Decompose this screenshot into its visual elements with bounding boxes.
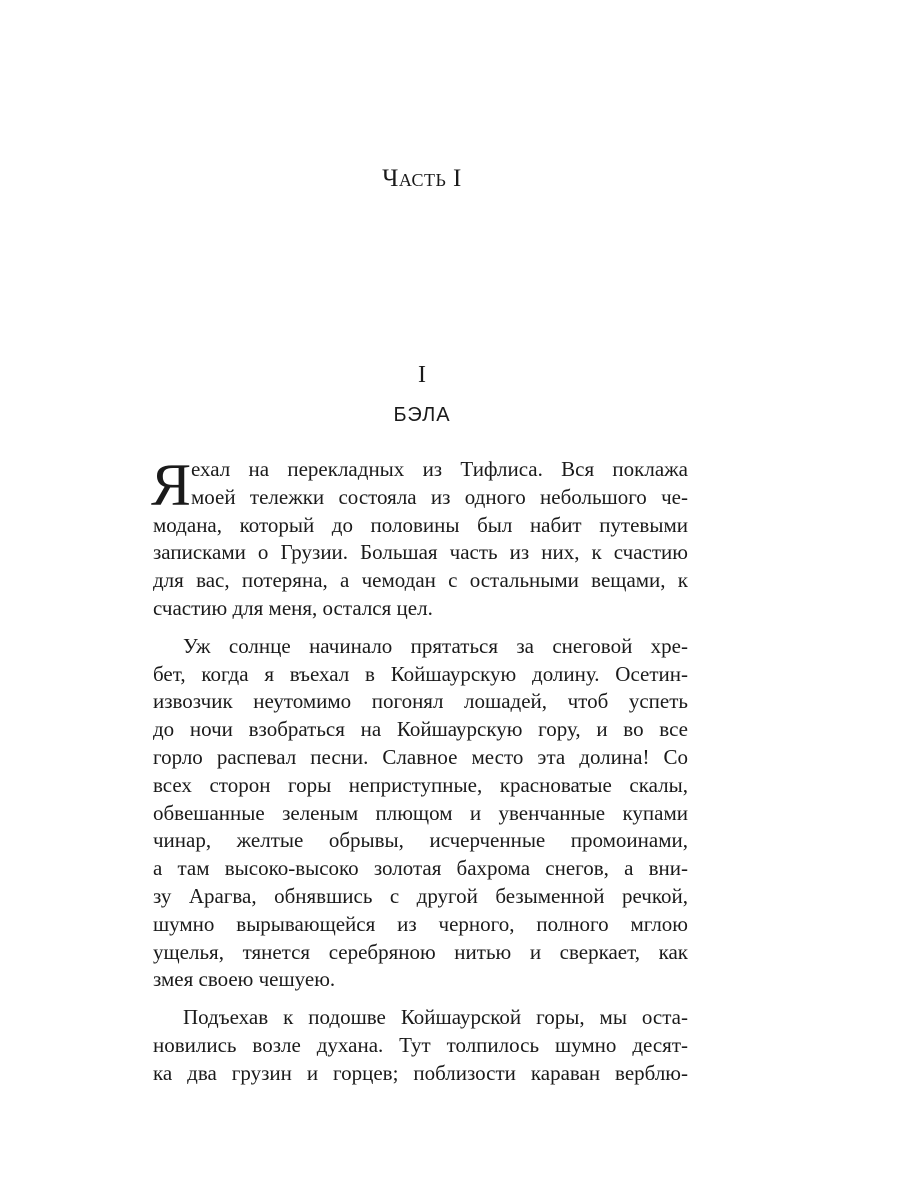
text-line-content: ехал на перекладных из Тифлиса. Вся поклажа [191,457,688,481]
paragraph [153,633,688,994]
text-line: шумно вырывающейся из черного, полного мглою [153,911,688,936]
text-line: всех сторон горы неприступные, красноватые скалы, [153,772,688,797]
text-line: горло распевал песни. Славное место эта долина! Со [153,744,688,769]
text-line: записками о Грузии. Большая часть из них, к счастию [153,540,688,565]
text-line: для вас, потеряна, а чемодан с остальными вещами, к [153,568,688,593]
text-line: ущелья, тянется серебряною нитью и сверкает, как [153,939,688,964]
paragraph [153,1004,688,1087]
text-line: бет, когда я въехал в Койшаурскую долину. Осетин- [153,661,688,686]
drop-cap: Я [151,452,192,518]
text-line: новились возле духана. Тут толпилось шумно десят- [153,1032,688,1057]
text-line: чинар, желтые обрывы, исчерченные промоинами, [153,828,688,853]
text-line: змея своею чешуею. [153,967,336,992]
text-line: модана, который до половины был набит путевыми [153,512,688,537]
text-line: Подъехав к подошве Койшаурской горы, мы оста- [183,1005,688,1030]
text-line: до ночи взобраться на Койшаурскую гору, и во все [153,717,688,742]
text-line: Уж солнце начинало прятаться за снеговой хре- [183,633,688,658]
text-line: ка два грузин и горцев; поблизости караван верблю- [153,1060,688,1085]
chapter-number: I [418,362,426,388]
text-line: обвешанные зеленым плющом и увенчанные купами [153,800,688,825]
text-line: счастию для меня, остался цел. [153,595,433,620]
part-title: Часть I [382,165,462,192]
text-line: зу Арагва, обнявшись с другой безыменной речкой, [153,883,688,908]
body-text [151,452,688,1088]
text-line [153,484,688,512]
text-line: а там высоко-высоко золотая бахрома снегов, а вни- [153,856,688,881]
paragraph [151,452,688,623]
text-line-content: моей тележки состояла из одного небольшого че- [191,484,688,509]
text-line: извозчик неутомимо погонял лошадей, чтоб успеть [153,689,688,714]
chapter-title: БЭЛА [393,404,451,426]
